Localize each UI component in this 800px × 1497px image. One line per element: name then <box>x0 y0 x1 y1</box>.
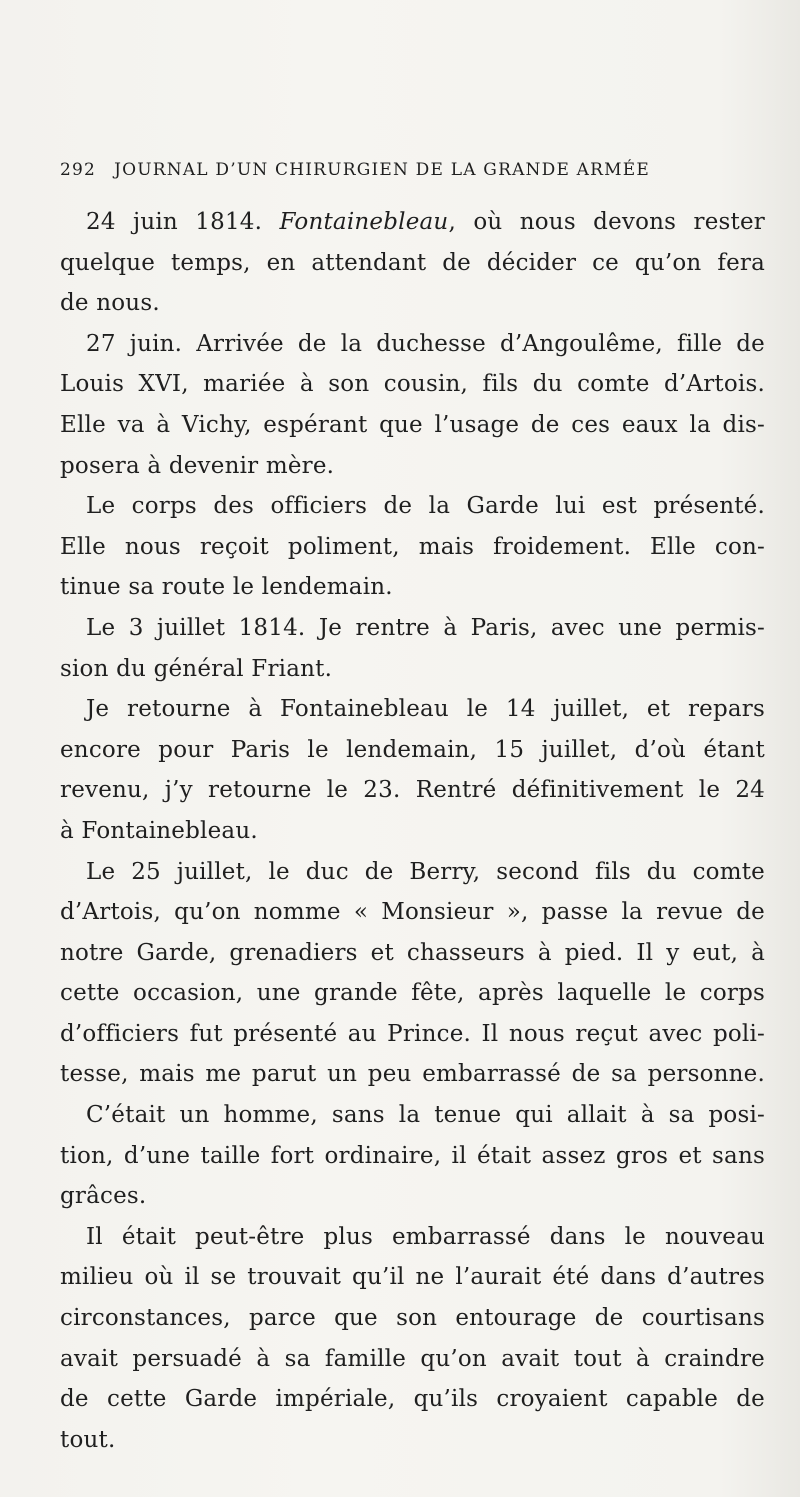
text-line: avait persuadé à sa famille qu’on avait tout à craindre <box>60 1345 765 1372</box>
text-line: 27 juin. Arrivée de la duchesse d’Angoulême, fille de <box>86 330 765 357</box>
text-line: quelque temps, en attendant de décider ce qu’on fera <box>60 249 765 276</box>
text-line: cette occasion, une grande fête, après laquelle le corps <box>60 980 765 1007</box>
text-line: d’Artois, qu’on nomme « Monsieur », passe la revue de <box>60 899 765 926</box>
running-header <box>60 160 750 180</box>
text-line: circonstances, parce que son entourage de courtisans <box>60 1305 765 1332</box>
body-text <box>60 202 765 1460</box>
text-line: Le 3 juillet 1814. Je rentre à Paris, avec une permis- <box>86 614 765 641</box>
text-line: Le 25 juillet, le duc de Berry, second fils du comte <box>86 858 765 885</box>
text-line: grâces. <box>60 1183 147 1210</box>
text-line: encore pour Paris le lendemain, 15 juillet, d’où étant <box>60 736 765 763</box>
text-line: tout. <box>60 1426 116 1453</box>
text-line: revenu, j’y retourne le 23. Rentré définitivement le 24 <box>60 777 765 804</box>
text-line: C’était un homme, sans la tenue qui allait à sa posi- <box>86 1102 765 1129</box>
text-line: Elle va à Vichy, espérant que l’usage de ces eaux la dis- <box>60 411 765 438</box>
text-line: de nous. <box>60 290 160 317</box>
text-line: notre Garde, grenadiers et chasseurs à pied. Il y eut, à <box>60 939 765 966</box>
text-line: Elle nous reçoit poliment, mais froidement. Elle con- <box>60 533 765 560</box>
text-line: de cette Garde impériale, qu’ils croyaient capable de <box>60 1386 765 1413</box>
text-line: d’officiers fut présenté au Prince. Il nous reçut avec poli- <box>60 1020 765 1047</box>
text-line: Je retourne à Fontainebleau le 14 juillet, et repars <box>86 696 765 723</box>
text-line: Le corps des officiers de la Garde lui est présenté. <box>86 493 765 520</box>
text-line: tion, d’une taille fort ordinaire, il était assez gros et sans <box>60 1142 765 1169</box>
date-text: 24 juin 1814. <box>86 209 263 235</box>
text-line: à Fontainebleau. <box>60 817 258 844</box>
page-number: 292 <box>60 160 97 180</box>
text-line: Louis XVI, mariée à son cousin, fils du comte d’Artois. <box>60 371 765 398</box>
text-fragment: , où nous devons rester <box>448 209 765 235</box>
text-line: tesse, mais me parut un peu embarrassé de sa personne. <box>60 1061 765 1088</box>
text-line: milieu où il se trouvait qu’il ne l’aurait été dans d’autres <box>60 1264 765 1291</box>
text-line: sion du général Friant. <box>60 655 333 682</box>
text-line <box>60 202 765 243</box>
text-line: tinue sa route le lendemain. <box>60 574 393 601</box>
running-title: JOURNAL D’UN CHIRURGIEN DE LA GRANDE ARMÉE <box>114 160 650 180</box>
text-line: Il était peut-être plus embarrassé dans le nouveau <box>86 1223 765 1250</box>
place-name: Fontainebleau <box>279 209 449 235</box>
text-line: posera à devenir mère. <box>60 452 335 479</box>
